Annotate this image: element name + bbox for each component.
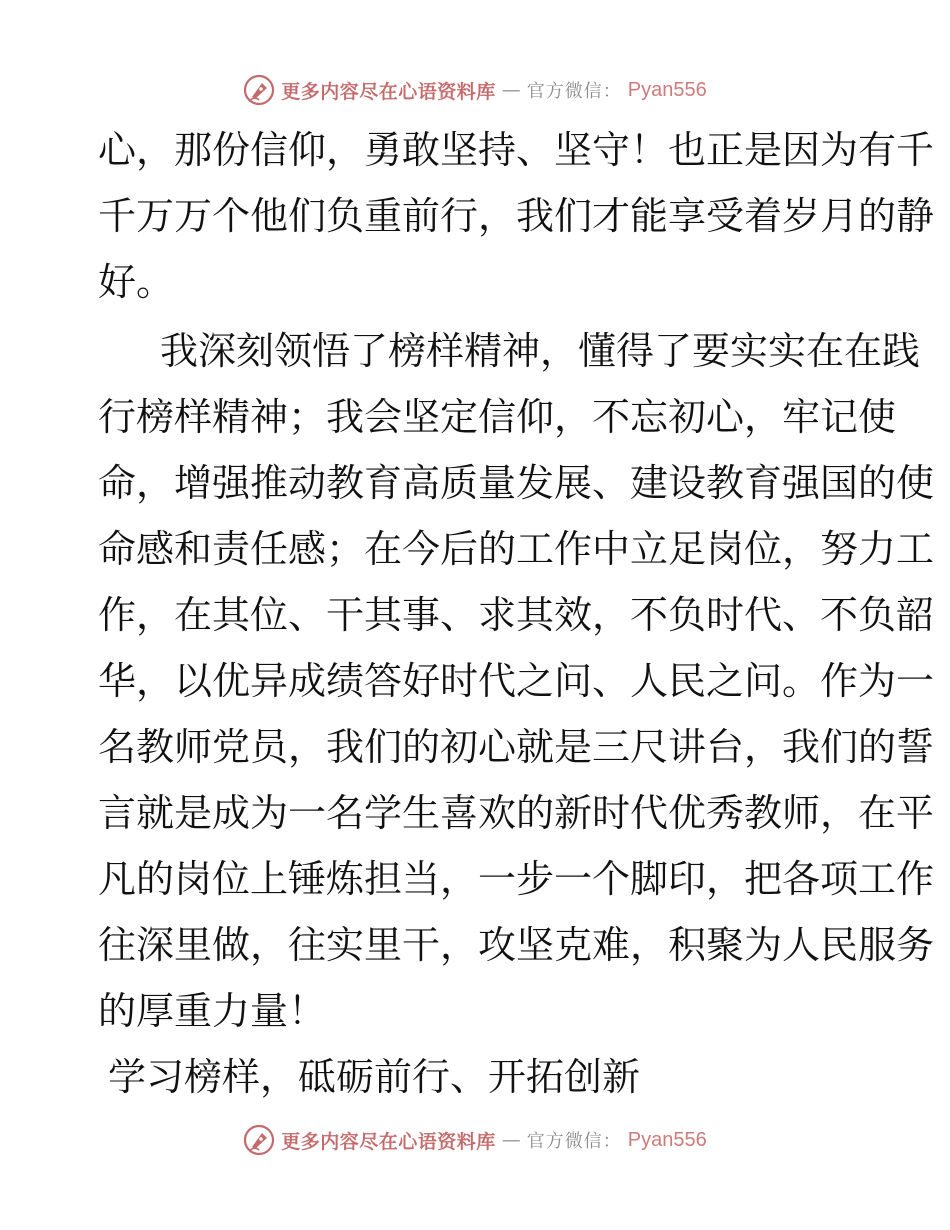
- body-line: 凡的岗位上锤炼担当，一步一个脚印，把各项工作: [98, 857, 935, 901]
- wechat-id: Pyan556: [627, 78, 707, 101]
- body-line: 行榜样精神；我会坚定信仰，不忘初心，牢记使: [98, 395, 897, 439]
- body-line: 华，以优异成绩答好时代之问、人民之问。作为一: [98, 659, 935, 703]
- body-line: 命感和责任感；在今后的工作中立足岗位，努力工: [98, 527, 935, 571]
- body-line: 言就是成为一名学生喜欢的新时代优秀教师，在平: [98, 791, 935, 835]
- paragraph-start-line: 我深刻领悟了榜样精神，懂得了要实实在在践: [160, 329, 921, 373]
- section-heading: 学习榜样，砥砺前行、开拓创新: [108, 1055, 641, 1099]
- promo-text: 更多内容尽在心语资料库: [281, 1130, 496, 1153]
- promo-text: 更多内容尽在心语资料库: [281, 80, 496, 103]
- separator: —: [501, 79, 521, 101]
- body-line: 千万万个他们负重前行，我们才能享受着岁月的静: [98, 194, 935, 238]
- body-line: 的厚重力量！: [98, 989, 327, 1033]
- wechat-id: Pyan556: [627, 1128, 707, 1151]
- body-line: 往深里做，往实里干，攻坚克难，积聚为人民服务: [98, 923, 935, 967]
- body-line: 心，那份信仰，勇敢坚持、坚守！也正是因为有千: [98, 128, 935, 172]
- body-line: 好。: [98, 260, 175, 304]
- pen-nib-icon: [243, 1124, 275, 1156]
- footer-banner: [0, 1120, 950, 1160]
- body-line: 名教师党员，我们的初心就是三尺讲台，我们的誓: [98, 725, 935, 769]
- official-label: 官方微信：: [526, 81, 622, 102]
- official-label: 官方微信：: [526, 1131, 622, 1152]
- header-banner: [0, 70, 950, 110]
- separator: —: [501, 1129, 521, 1151]
- body-line: 作，在其位、干其事、求其效，不负时代、不负韶: [98, 593, 935, 637]
- pen-nib-icon: [243, 74, 275, 106]
- body-line: 命，增强推动教育高质量发展、建设教育强国的使: [98, 461, 935, 505]
